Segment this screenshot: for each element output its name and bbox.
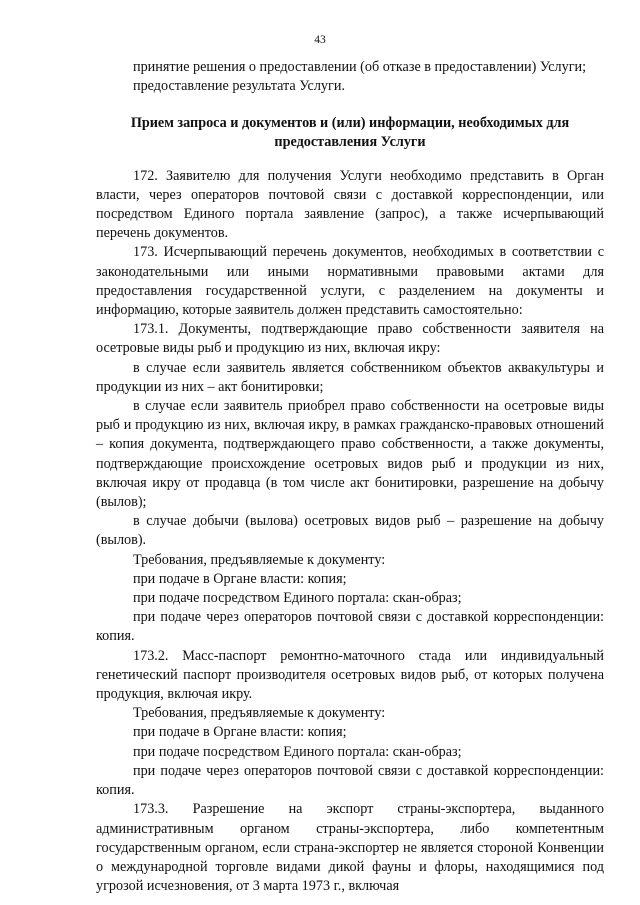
paragraph: 173. Исчерпывающий перечень документов, необходимых в соответствии с законодательными или иными нормативными правовыми актами для предоставления государственной услуги, с разделением на документы и информацию, которые заявитель должен представить самостоятельно: [96,244,604,319]
paragraph: 173.3. Разрешение на экспорт страны-экспортера, выданного административным органом страны-экспортера, либо компетентным государственным органом, если страна-экспортер не является стороной Конвенции о международной торговле видами дикой фауны и флоры, находящимися под угрозой исчезновения, от 3 марта 1973 г., включая [96,801,604,895]
paragraph: предоставление результата Услуги. [133,78,345,95]
page-number: 43 [314,34,326,46]
paragraph: при подаче в Органе власти: копия; [133,570,347,587]
paragraph: в случае если заявитель является собственником объектов аквакультуры и продукции из них – акт бонитировки; [96,359,604,395]
paragraph: 172. Заявителю для получения Услуги необходимо представить в Орган власти, через операторов почтовой связи с доставкой корреспонденции, или посредством Единого портала заявление (запрос), а также исчерпывающий перечень документов. [96,167,604,242]
paragraph: Требования, предъявляемые к документу: [133,705,386,722]
paragraph: при подаче посредством Единого портала: скан-образ; [133,743,462,760]
paragraph: при подаче в Органе власти: копия; [133,724,347,741]
paragraph: в случае если заявитель приобрел право собственности на осетровые виды рыб и продукцию из них, включая икру, в рамках гражданско-правовых отношений – копия документа, подтверждающего право собственности, а также документы, подтверждающие происхождение осетровых видов рыб и продукции из них, включая икру от продавца (в том числе акт бонитировки, разрешение на добычу (вылов); [96,398,604,511]
paragraph: при подаче через операторов почтовой связи с доставкой корреспонденции: копия. [96,762,604,799]
document-body [96,58,604,896]
paragraph: принятие решения о предоставлении (об отказе в предоставлении) Услуги; [133,59,587,75]
paragraph: 173.1. Документы, подтверждающие право собственности заявителя на осетровые виды рыб и продукцию из них, включая икру: [96,321,604,357]
paragraph: при подаче посредством Единого портала: скан-образ; [133,590,462,607]
paragraph: Требования, предъявляемые к документу: [133,551,386,568]
section-heading: Прием запроса и документов и (или) информации, необходимых для предоставления Услуги [130,115,570,150]
paragraph: при подаче через операторов почтовой связи с доставкой корреспонденции: копия. [96,609,604,645]
paragraph: 173.2. Масс-паспорт ремонтно-маточного стада или индивидуальный генетический паспорт производителя осетровых видов рыб, от которых получена продукция, включая икру. [96,647,604,703]
paragraph: в случае добычи (вылова) осетровых видов рыб – разрешение на добычу (вылов). [96,513,604,549]
